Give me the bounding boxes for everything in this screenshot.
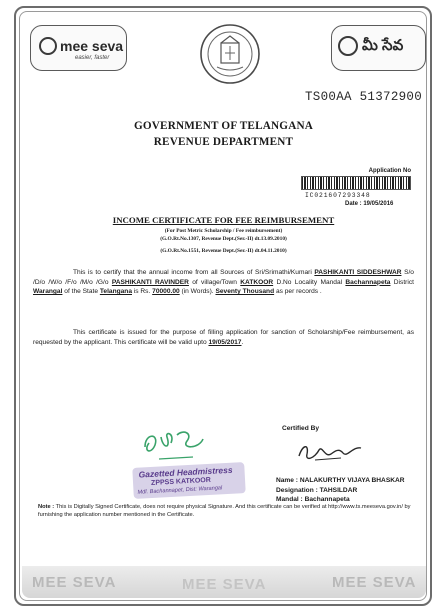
village-name: KATKOOR [240,278,274,286]
p2-text-a: This certificate is issued for the purpose of filling application for sanction of Scholarship/Fee reimbursement, as requested by the applicant. This certificate will be valid upto [33,329,414,346]
officer-name: NALAKURTHY VIJAYA BHASKAR [299,477,405,484]
application-label: Application No [368,168,411,174]
application-date [345,201,393,207]
certificate-heading: INCOME CERTIFICATE FOR FEE REIMBURSEMENT [112,215,335,225]
designation-label: Designation : [276,487,318,494]
headmistress-stamp [132,462,245,499]
telangana-emblem [199,23,261,85]
officer-name-line [276,477,405,484]
designation: TAHSILDAR [319,487,358,494]
p1-text-h: (in Words). [181,288,214,295]
certified-by-label: Certified By [282,425,320,432]
footer-watermark-left: MEE SEVA [32,574,117,591]
date-value: 19/05/2016 [363,201,394,207]
green-handwritten-signature [141,425,209,465]
certificate-subtitle: (For Post Metric Scholarship / Fee reimbursement) [164,228,283,234]
p1-text-i: as per records . [275,288,322,295]
application-number: IC021607293348 [305,192,371,199]
digital-signature-note [38,504,414,519]
guardian-name: PASHIKANTI RAVINDER [111,278,189,286]
serial-number-text: TS00AA 51372900 [305,90,423,104]
mandal-label: Mandal : [276,496,303,503]
p1-text-c: of village/Town [192,278,237,286]
barcode [301,176,411,190]
p2-text-b: . [241,338,244,346]
purpose-paragraph [33,328,414,347]
telugu-meeseva-logo [331,25,426,71]
footer-watermark-center: MEE SEVA [182,576,267,593]
stamp-line-2: ZPPSS KATKOOR [150,476,211,487]
p1-text-d: D.No Locality Mandal [276,278,343,286]
stamp-line-1: Gazetted Headmistress [138,464,233,480]
footer-watermark-band [22,566,426,598]
mandal-line [276,496,350,503]
date-label: Date : [345,201,362,207]
income-paragraph [33,268,414,297]
note-label: Note : [38,504,55,510]
income-amount-words: Seventy Thousand [215,288,275,295]
income-amount: 70000.00 [152,288,180,295]
valid-upto-date: 19/05/2017 [208,338,242,346]
telugu-logo-text: మీ సేవ [362,37,404,54]
note-text: This is Digitally Signed Certificate, does not require physical Signature. And this certificate can be verified at http://www.ts.meeseva.gov.in/ by furnishing the application number mentioned in the Certificate. [38,504,411,518]
p1-text-g: is Rs. [133,288,151,295]
official-signature [295,436,365,468]
designation-line [276,487,357,494]
p1-text-e: District [393,278,414,286]
serial-number [305,90,422,104]
department-title: REVENUE DEPARTMENT [153,136,294,148]
p1-text-a: This is to certify that the annual income from all Sources of Sri/Srimathi/Kumari [73,269,312,276]
state-name: Telangana [99,288,132,295]
government-title: GOVERNMENT OF TELANGANA [133,120,314,132]
go-reference-1: (G.O.Rt.No.1307, Revenue Dept.(Ser.-II) dt.13.09.2010) [160,236,287,242]
telugu-logo-swirl-icon [338,36,358,56]
p1-text-f: of the State [64,288,99,295]
footer-watermark-right: MEE SEVA [332,574,417,591]
officer-name-label: Name : [276,477,298,484]
signature-mandal: Bachannapeta [304,496,350,503]
meeseva-logo-text: mee seva [60,38,124,54]
district-name: Warangal [33,288,63,295]
go-reference-2: (G.O.Rt.No.1551, Revenue Dept.(Ser.-II) dt.04.11.2010) [160,248,287,254]
meeseva-logo [30,25,127,71]
p1-text-b: S/o /D/o /W/o /F/o /M/o /G/o [33,269,414,286]
meeseva-tagline: easier, faster [75,55,110,61]
applicant-name: PASHIKANTI SIDDESHWAR [314,269,402,276]
meeseva-swirl-icon [39,37,57,55]
mandal-name: Bachannapeta [345,278,391,286]
stamp-line-3: Mdl. Bachannapet, Dist: Warangal [137,485,223,496]
